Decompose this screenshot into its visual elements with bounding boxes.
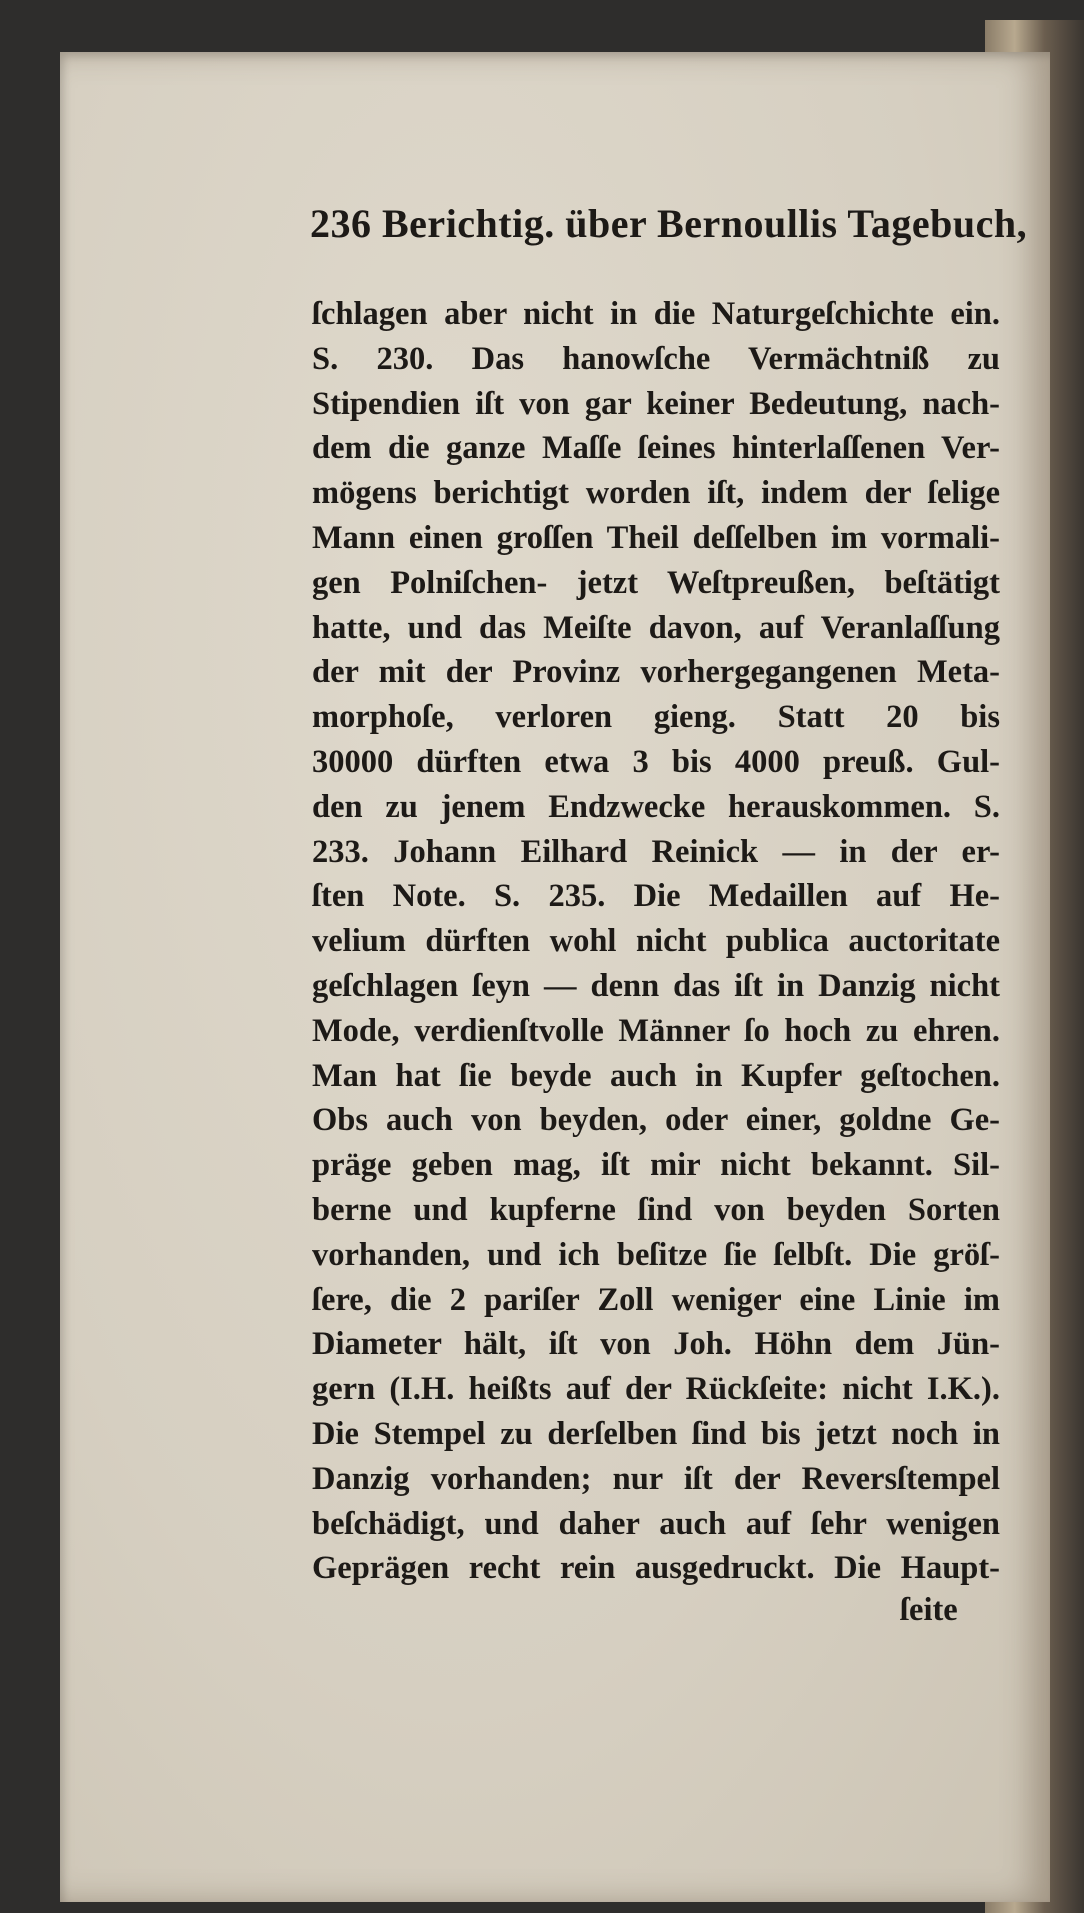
text-line: der mit der Provinz vorhergegangenen Meta- <box>312 654 1000 691</box>
text-line: Geprägen recht rein ausgedruckt. Die Haupt- <box>312 1550 1000 1587</box>
text-line: Mann einen groſſen Theil deſſelben im vormali- <box>312 519 1000 556</box>
running-title: Berichtig. über Bernoullis Tagebuch, <box>382 201 1028 246</box>
text-line: beſchädigt, und daher auch auf ſehr wenigen <box>312 1505 1000 1542</box>
text-line: Mode, verdienſtvolle Männer ſo hoch zu ehren. <box>312 1012 1000 1049</box>
text-line: S. 230. Das hanowſche Vermächtniß zu <box>312 340 1000 377</box>
running-header <box>310 200 1028 247</box>
text-line: berne und kupferne ſind von beyden Sorten <box>312 1191 1000 1228</box>
text-line: Obs auch von beyden, oder einer, goldne Ge- <box>312 1102 1000 1139</box>
text-line: geſchlagen ſeyn — denn das iſt in Danzig nicht <box>312 967 1000 1004</box>
text-line: Stipendien iſt von gar keiner Bedeutung, nach- <box>312 385 1000 422</box>
text-line: hatte, und das Meiſte davon, auf Veranlaſſung <box>312 609 1000 646</box>
text-line: mögens berichtigt worden iſt, indem der ſelige <box>312 475 1000 512</box>
text-line: ſten Note. S. 235. Die Medaillen auf He- <box>312 878 1000 915</box>
text-line: Danzig vorhanden; nur iſt der Reversſtempel <box>312 1460 1000 1497</box>
body-text <box>312 292 1000 1591</box>
text-line: vorhanden, und ich beſitze ſie ſelbſt. Die gröſ- <box>312 1236 1000 1273</box>
text-line: ſchlagen aber nicht in die Naturgeſchichte ein. <box>312 296 1000 332</box>
text-line: 233. Johann Eilhard Reinick — in der er- <box>312 833 1000 870</box>
text-line: morphoſe, verloren gieng. Statt 20 bis <box>312 699 1000 736</box>
text-line: den zu jenem Endzwecke herauskommen. S. <box>312 788 1000 825</box>
page-number: 236 <box>310 201 372 246</box>
text-line: gern (I.H. heißts auf der Rückſeite: nicht I.K.). <box>312 1371 1000 1408</box>
text-line: Die Stempel zu derſelben ſind bis jetzt noch in <box>312 1415 1000 1452</box>
text-line: velium dürften wohl nicht publica auctoritate <box>312 923 1000 960</box>
text-line: ſere, die 2 pariſer Zoll weniger eine Linie im <box>312 1281 1000 1318</box>
text-line: 30000 dürften etwa 3 bis 4000 preuß. Gul- <box>312 743 1000 780</box>
text-line: präge geben mag, iſt mir nicht bekannt. Sil- <box>312 1147 1000 1184</box>
catchword: ſeite <box>900 1592 958 1628</box>
text-line: Man hat ſie beyde auch in Kupfer geſtochen. <box>312 1057 1000 1094</box>
text-line: gen Polniſchen- jetzt Weſtpreußen, beſtätigt <box>312 564 1000 601</box>
text-line: dem die ganze Maſſe ſeines hinterlaſſenen Ver- <box>312 430 1000 467</box>
text-line: Diameter hält, iſt von Joh. Höhn dem Jün- <box>312 1326 1000 1363</box>
